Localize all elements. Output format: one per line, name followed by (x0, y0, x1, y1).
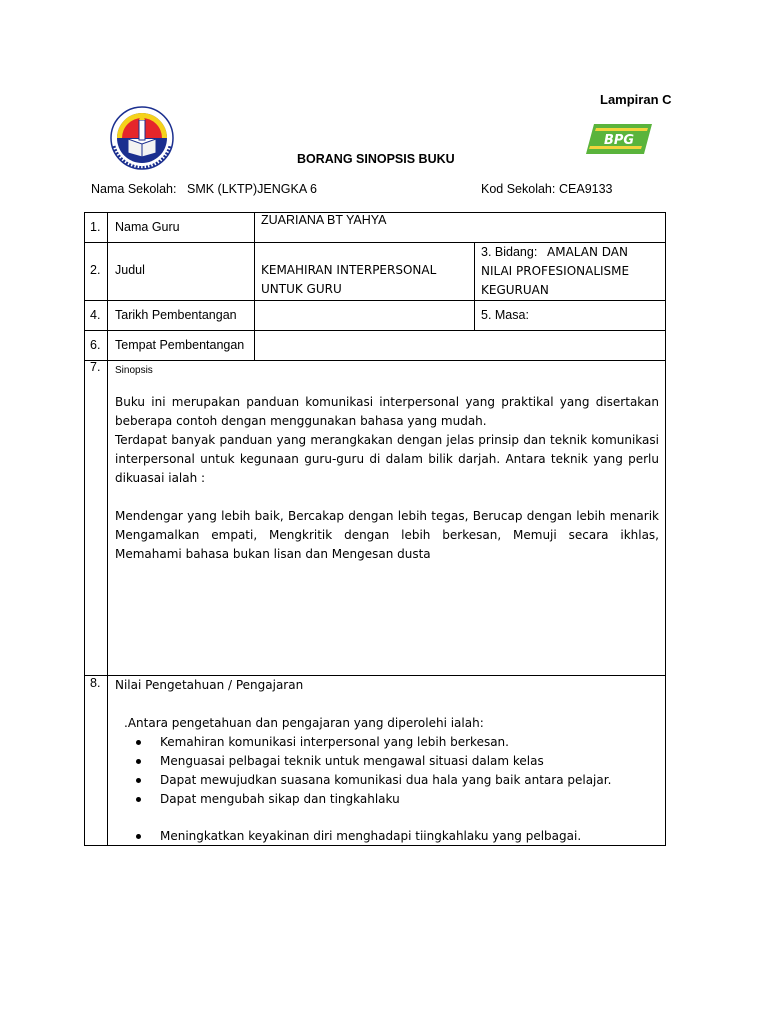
bullet-icon (136, 740, 141, 745)
values-bullet-list-last (115, 827, 665, 846)
field-label: 3. Bidang: (481, 245, 538, 259)
book-title-line: UNTUK GURU (261, 282, 342, 296)
list-item: Dapat mengubah sikap dan tingkahlaku (115, 790, 665, 809)
school-name-label: Nama Sekolah: (91, 182, 177, 196)
school-name-value: SMK (LKTP)JENGKA 6 (187, 182, 317, 196)
time-label: 5. Masa: (481, 308, 529, 322)
field-value-line: KEGURUAN (481, 283, 549, 297)
values-intro: .Antara pengetahuan dan pengajaran yang diperolehi ialah: (124, 716, 484, 730)
bpg-logo-text: BPG (603, 133, 635, 148)
ministry-of-education-crest-icon (108, 106, 176, 170)
field-value-line: AMALAN DAN (547, 245, 628, 259)
list-item: Kemahiran komunikasi interpersonal yang lebih berkesan. (115, 733, 665, 752)
teacher-name-label: Nama Guru (115, 220, 180, 234)
presentation-place-label: Tempat Pembentangan (115, 338, 245, 352)
synopsis-paragraph: Buku ini merupakan panduan komunikasi interpersonal yang praktikal yang disertakan beberapa contoh dengan menggunakan bahasa yang mudah. (115, 395, 659, 428)
book-title-line: KEMAHIRAN INTERPERSONAL (261, 263, 437, 277)
row-number: 8. (90, 676, 101, 690)
appendix-label: Lampiran C (600, 92, 672, 107)
synopsis-form-table (84, 212, 666, 846)
presentation-date-label: Tarikh Pembentangan (115, 308, 237, 322)
row-number: 4. (90, 308, 101, 322)
values-section-label: Nilai Pengetahuan / Pengajaran (115, 678, 304, 692)
bullet-icon (136, 759, 141, 764)
bullet-icon (136, 834, 141, 839)
list-item: Menguasai pelbagai teknik untuk mengawal situasi dalam kelas (115, 752, 665, 771)
synopsis-paragraph: Terdapat banyak panduan yang merangkakan dengan jelas prinsip dan teknik komunikasi interpersonal untuk kegunaan guru-guru di dalam bilik darjah. Antara teknik yang perlu dikuasai ialah : (115, 433, 659, 485)
teacher-name-value: ZUARIANA BT YAHYA (261, 213, 387, 227)
row-number: 2. (90, 263, 101, 277)
synopsis-label: Sinopsis (115, 365, 153, 376)
school-code-value: CEA9133 (559, 182, 613, 196)
bullet-icon (136, 797, 141, 802)
row-number: 7. (90, 360, 101, 374)
row-number: 1. (90, 220, 101, 234)
list-item: Meningkatkan keyakinan diri menghadapi tiingkahlaku yang pelbagai. (115, 827, 665, 846)
title-label: Judul (115, 263, 145, 277)
form-title: BORANG SINOPSIS BUKU (297, 152, 455, 166)
values-bullet-list (115, 733, 665, 809)
field-value-line: NILAI PROFESIONALISME (481, 264, 630, 278)
synopsis-paragraph: Mendengar yang lebih baik, Bercakap dengan lebih tegas, Berucap dengan lebih menarik Mengamalkan empati, Mengkritik dengan lebih berkesan, Memuji secara ikhlas, Memahami bahasa bukan lisan dan Mengesan dusta (115, 509, 659, 561)
bpg-logo-icon (584, 120, 654, 158)
school-code-label: Kod Sekolah: (481, 182, 556, 196)
row-number: 6. (90, 338, 101, 352)
bullet-icon (136, 778, 141, 783)
list-item: Dapat mewujudkan suasana komunikasi dua hala yang baik antara pelajar. (115, 771, 665, 790)
